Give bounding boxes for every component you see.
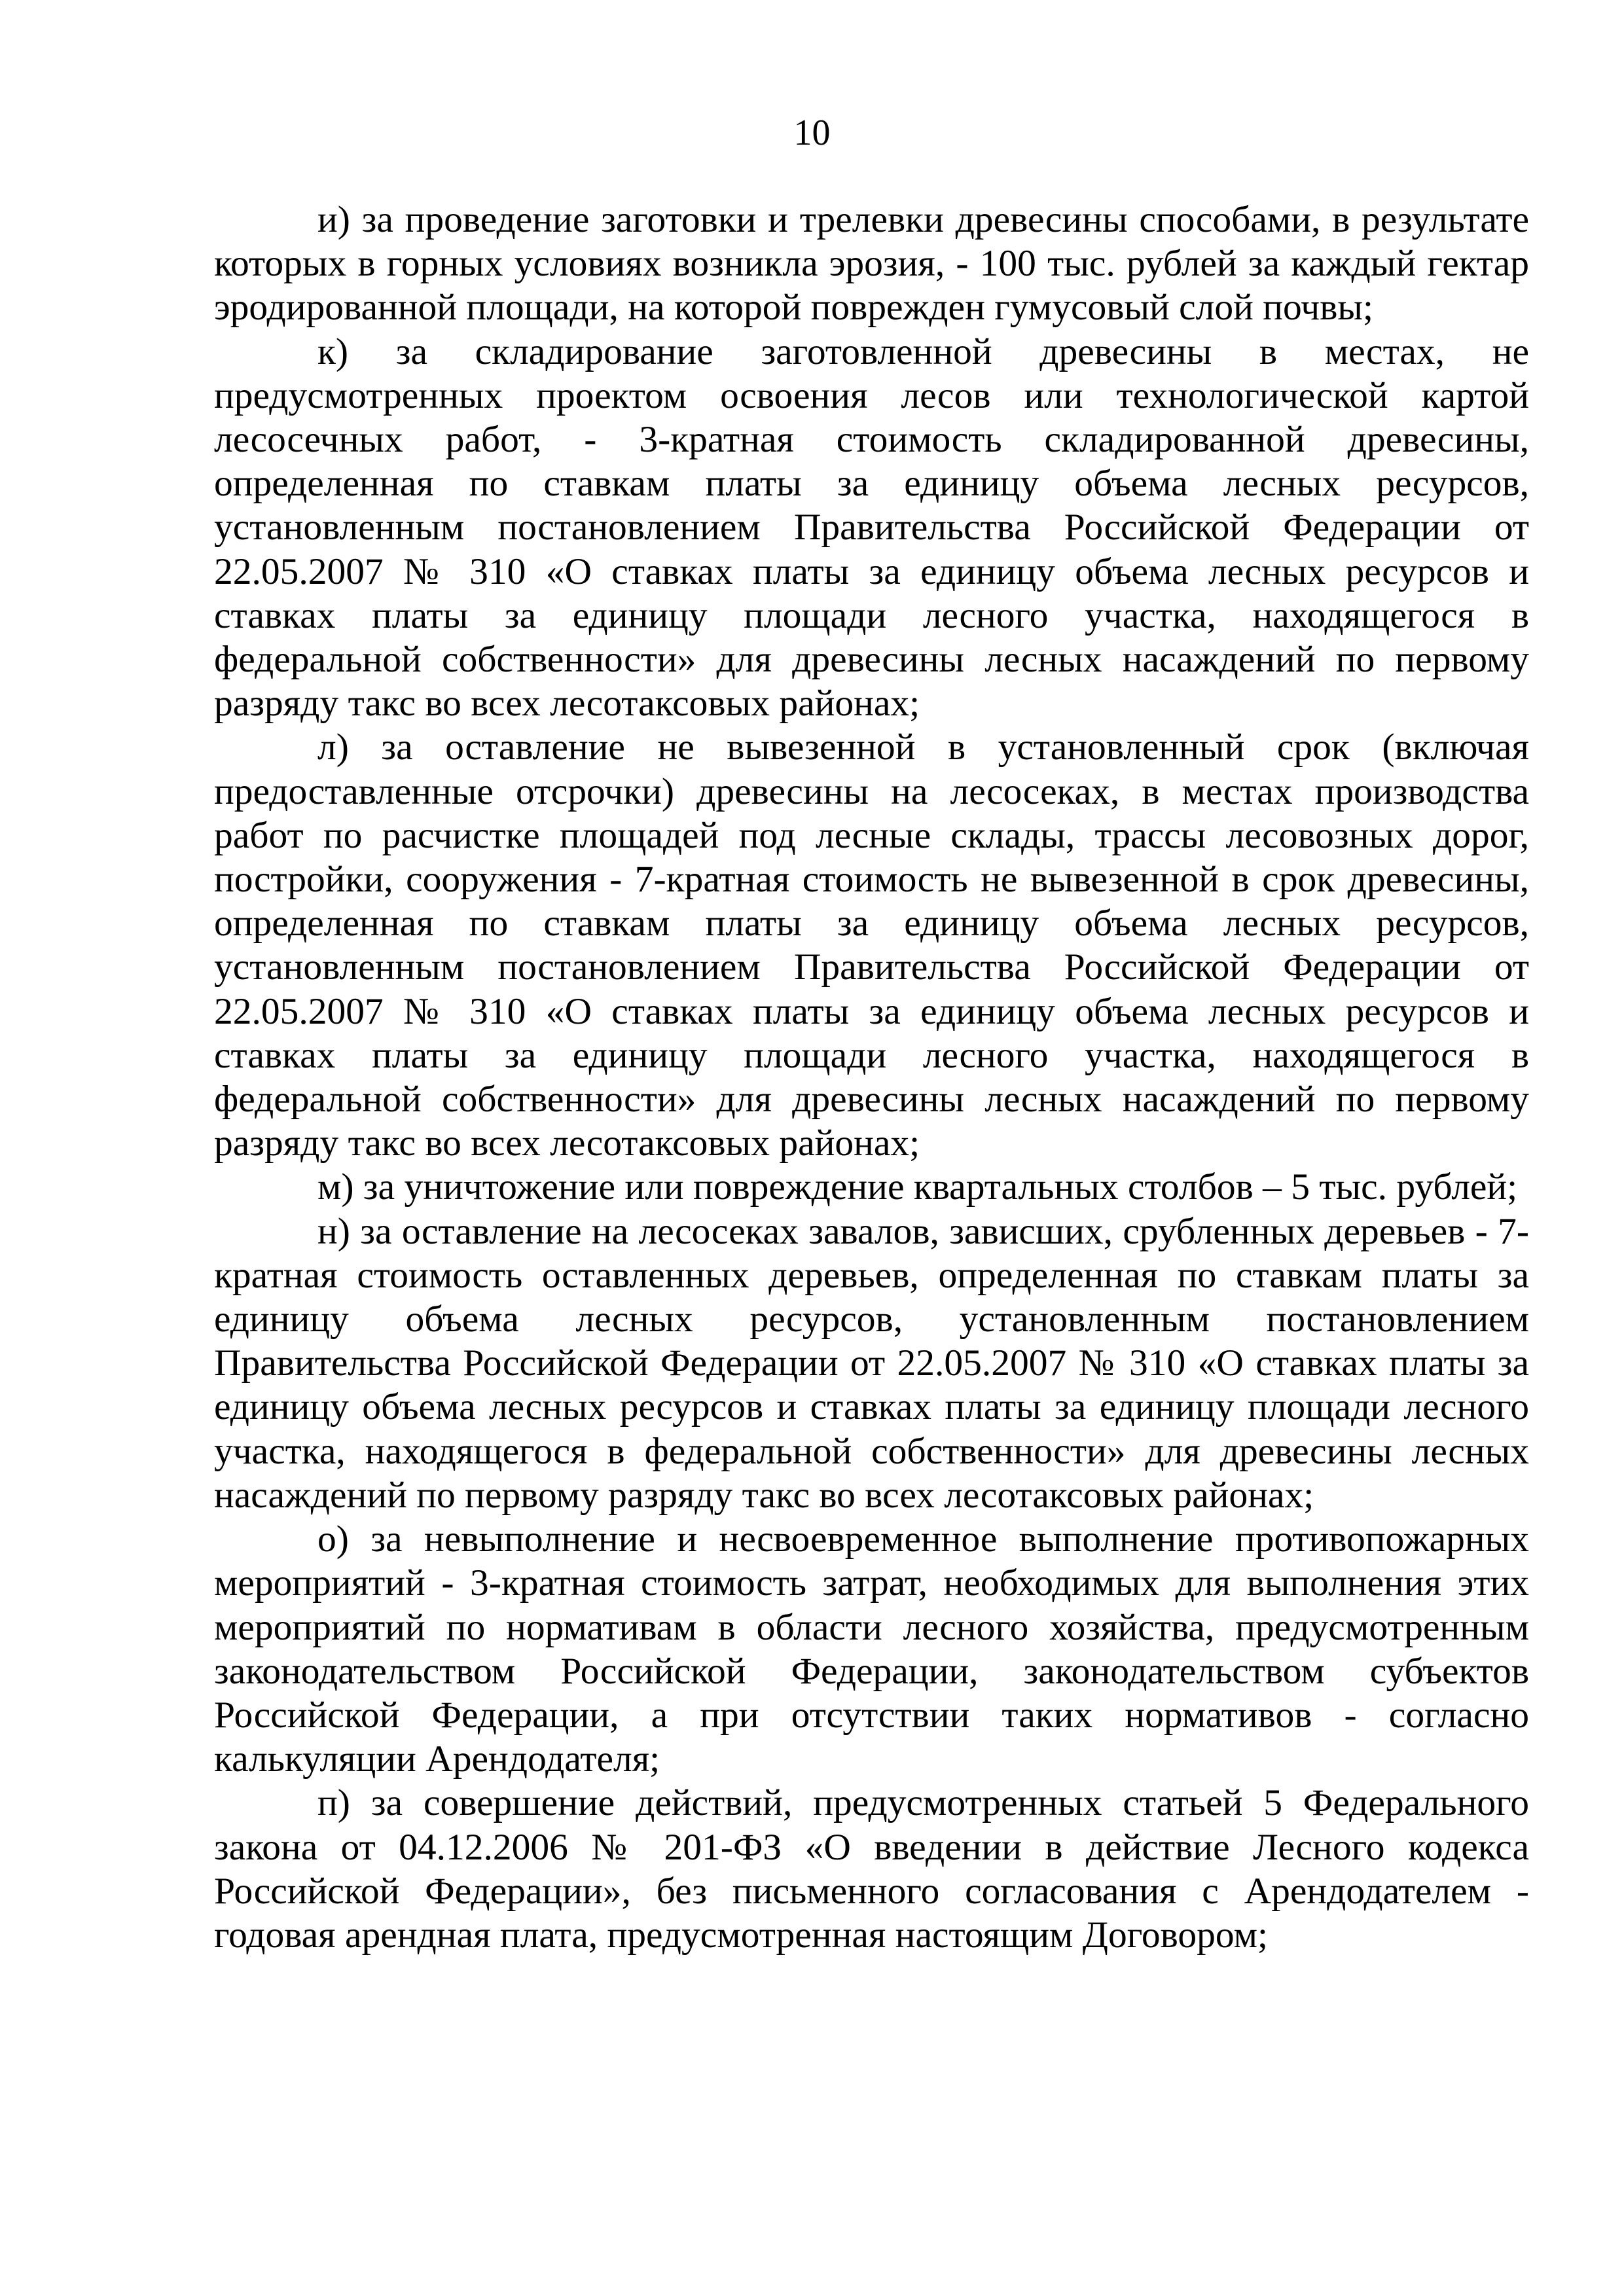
paragraph-n: н) за оставление на лесосеках завалов, зависших, срубленных деревьев - 7-кратная стоимость оставленных деревьев, определенная по ставкам платы за единицу объема лесных ресурсов, установленным постановлением Правительства Российской Федерации от 22.05.2007 № 310 «О ставках платы за единицу объема лесных ресурсов и ставках платы за единицу площади лесного участка, находящегося в федеральной собственности» для древесины лесных насаждений по первому разряду такс во всех лесотаксовых районах; xyxy=(214,1210,1529,1516)
paragraph-i: и) за проведение заготовки и трелевки древесины способами, в результате которых в горных условиях возникла эрозия, - 100 тыс. рублей за каждый гектар эродированной площади, на которой поврежден гумусовый слой почвы; xyxy=(214,199,1529,329)
paragraph-l: л) за оставление не вывезенной в установленный срок (включая предоставленные отсрочки) древесины на лесосеках, в местах производства работ по расчистке площадей под лесные склады, трассы лесовозных дорог, постройки, сооружения - 7-кратная стоимость не вывезенной в срок древесины, определенная по ставкам платы за единицу объема лесных ресурсов, установленным постановлением Правительства Российской Федерации от 22.05.2007 № 310 «О ставках платы за единицу объема лесных ресурсов и ставках платы за единицу площади лесного участка, находящегося в федеральной собственности» для древесины лесных насаждений по первому разряду такс во всех лесотаксовых районах; xyxy=(214,726,1529,1164)
paragraph-m: м) за уничтожение или повреждение квартальных столбов – 5 тыс. рублей; xyxy=(317,1166,1518,1208)
paragraph-p: п) за совершение действий, предусмотренных статьей 5 Федерального закона от 04.12.2006 № 201-ФЗ «О введении в действие Лесного кодекса Российской Федерации», без письменного согласования с Арендодателем - годовая арендная плата, предусмотренная настоящим Договором; xyxy=(214,1782,1529,1956)
page-number: 10 xyxy=(793,113,831,153)
paragraph-o: о) за невыполнение и несвоевременное выполнение противопожарных мероприятий - 3-кратная стоимость затрат, необходимых для выполнения этих мероприятий по нормативам в области лесного хозяйства, предусмотренным законодательством Российской Федерации, законодательством субъектов Российской Федерации, а при отсутствии таких нормативов - согласно калькуляции Арендодателя; xyxy=(214,1518,1529,1780)
paragraph-k: к) за складирование заготовленной древесины в местах, не предусмотренных проектом освоения лесов или технологической картой лесосечных работ, - 3-кратная стоимость складированной древесины, определенная по ставкам платы за единицу объема лесных ресурсов, установленным постановлением Правительства Российской Федерации от 22.05.2007 № 310 «О ставках платы за единицу объема лесных ресурсов и ставках платы за единицу площади лесного участка, находящегося в федеральной собственности» для древесины лесных насаждений по первому разряду такс во всех лесотаксовых районах; xyxy=(214,331,1529,725)
document-body xyxy=(214,198,1529,1957)
